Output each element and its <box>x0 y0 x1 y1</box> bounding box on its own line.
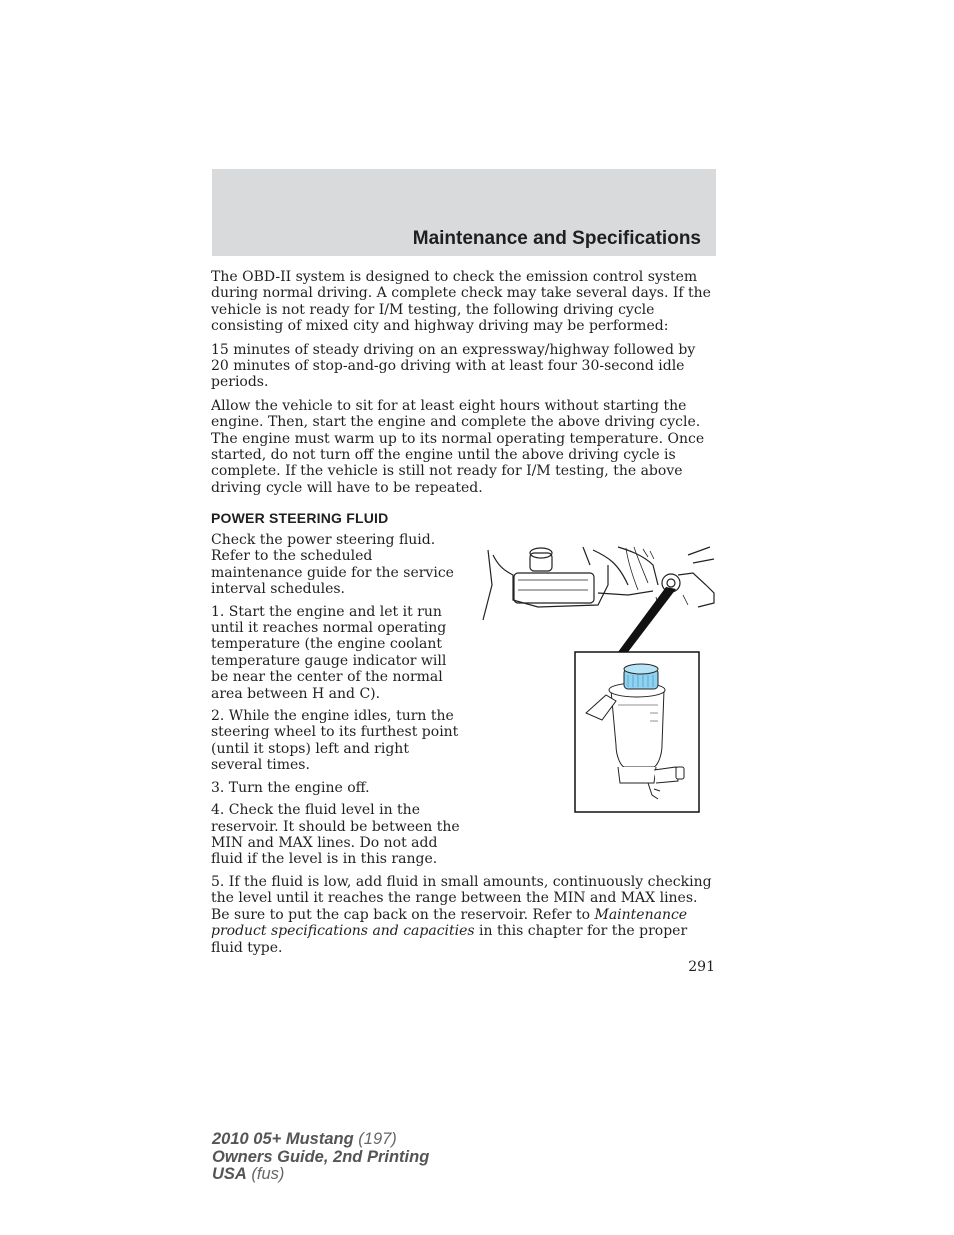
footer-market-code: (fus) <box>246 1165 285 1183</box>
intro-paragraph-1: The OBD-II system is designed to check the emission control system during normal driving. A complete check may take several days. If the vehicle is not ready for I/M testing, the following driving cycle consisting of mixed city and highway driving may be performed: <box>211 269 711 335</box>
footer-edition: Owners Guide, 2nd Printing <box>212 1147 430 1166</box>
footer-market: USA <box>212 1165 247 1183</box>
step-5-text-a: 5. If the fluid is low, add fluid in small amounts, continuously checking the level until it reaches the range between the MIN and MAX lines. Be sure to put the cap back on the reservoir. Refer to <box>211 874 712 923</box>
intro-paragraph-2: 15 minutes of steady driving on an expressway/highway followed by 20 minutes of stop-and-go driving with at least four 30-second idle periods. <box>211 341 696 391</box>
step-5-reference: Maintenance product specifications and capacities <box>211 906 688 940</box>
step-3: 3. Turn the engine off. <box>211 779 370 796</box>
footer-model-code: (197) <box>353 1130 397 1148</box>
reservoir-cap-icon <box>624 664 658 689</box>
intro-paragraph-3: Allow the vehicle to sit for at least eight hours without starting the engine. Then, start the engine and complete the above driving cycle. The engine must warm up to its normal operating temperature. Once started, do not turn off the engine until the above driving cycle is complete. If the vehicle is still not ready for I/M testing, the above driving cycle will have to be repeated. <box>211 397 705 496</box>
section-intro: Check the power steering fluid. Refer to the scheduled maintenance guide for the service interval schedules. <box>211 532 454 598</box>
power-steering-reservoir-illustration <box>478 545 718 817</box>
step-1: 1. Start the engine and let it run until it reaches normal operating temperature (the engine coolant temperature gauge indicator will be near the center of the normal area between H and C). <box>211 603 447 702</box>
intro-section <box>211 269 715 503</box>
step-5 <box>211 874 715 956</box>
step-2: 2. While the engine idles, turn the steering wheel to its furthest point (until it stops) left and right several times. <box>211 708 459 774</box>
document-footer <box>212 1131 429 1184</box>
step-5-text-b: in this chapter for the proper fluid type. <box>211 923 688 956</box>
step-4: 4. Check the fluid level in the reservoir. It should be between the MIN and MAX lines. Do not add fluid if the level is in this range. <box>211 802 460 868</box>
page-title: Maintenance and Specifications <box>412 228 701 249</box>
section-heading: POWER STEERING FLUID <box>211 510 389 526</box>
header-band <box>212 169 716 256</box>
page-number: 291 <box>688 959 715 975</box>
footer-model: 2010 05+ Mustang <box>212 1130 354 1148</box>
steps-column <box>211 532 463 874</box>
